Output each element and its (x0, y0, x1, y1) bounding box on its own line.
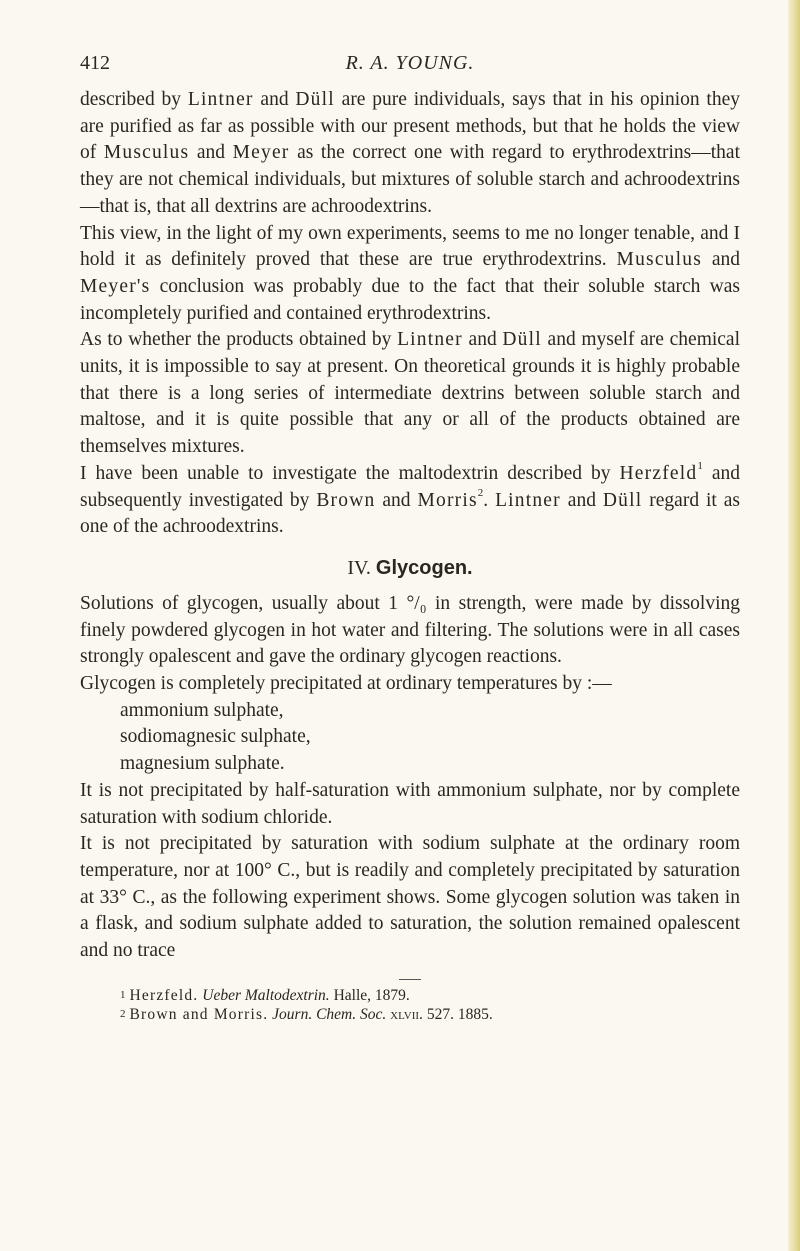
text-run: As to whether the products obtained by (80, 329, 398, 351)
author-name: Brown (316, 489, 376, 511)
text-run: and (462, 329, 503, 351)
author-name: Lintner (495, 489, 561, 511)
text-run: and (189, 142, 233, 164)
section-title: Glycogen. (375, 556, 473, 579)
text-run: are pure individuals, says that in his opinion they are purified as far as possible with our present methods, but that he holds the view of (80, 89, 740, 164)
running-head: R. A. YOUNG. (345, 52, 475, 74)
author-name: Lintner (187, 89, 254, 110)
author-name: Herzfeld (619, 462, 698, 484)
author-name: Meyer (232, 142, 290, 164)
text-run: and (375, 489, 418, 511)
text-run: and subsequently investigated by (80, 462, 740, 511)
author-name: Musculus (103, 142, 190, 164)
footnote-author: Herzfeld. (129, 986, 199, 1004)
paragraph-4 (80, 461, 740, 541)
list-item: ammonium sulphate, (120, 699, 284, 721)
text-run: and (253, 89, 296, 110)
author-name: Düll (602, 489, 643, 511)
text-run: This view, in the light of my own experiments, seems to me no longer tenable, and I hold it as definitely proved that these are true erythrodextrins. (80, 222, 740, 271)
section-paragraph-1: Solutions of glycogen, usually about 1 °/₀ in strength, were made by dissolving finely powdered glycogen in hot water and filtering. The solutions were in all cases strongly opalescent and gave the ordinary glycogen reactions. (80, 592, 740, 668)
text-run: and (702, 249, 741, 271)
footnote-rule (399, 979, 421, 980)
section-number: IV. (347, 556, 371, 579)
page-edge (788, 0, 800, 1251)
author-name: Meyer's (80, 275, 151, 297)
author-name: Morris (417, 489, 478, 511)
footnote-ref: 2 (477, 486, 484, 499)
text-run: and myself are chemical units, it is impossible to say at present. On theoretical grounds it is highly probable that there is a long series of intermediate dextrins between soluble starch and maltose, and it is quite possible that any or all of the products obtained are themselves mixtures. (80, 329, 741, 458)
text-run: as the correct one with regard to erythrodextrins—that they are not chemical individuals, but mixtures of soluble starch and achroodextrins—that is, that all dextrins are achroodextrins. (80, 142, 740, 217)
author-name: Lintner (397, 329, 463, 351)
footnote-marker: 1 (120, 988, 126, 1001)
list-item: sodiomagnesic sulphate, (120, 726, 311, 748)
footnote-volume: xlvii. (390, 1006, 423, 1024)
paragraph-2 (80, 221, 740, 328)
footnote-title: Ueber Maltodextrin. (202, 986, 330, 1004)
paragraph-3 (80, 327, 740, 461)
section-paragraph-2: Glycogen is completely precipitated at ordinary temperatures by :— (80, 673, 612, 695)
author-name: Düll (502, 329, 542, 351)
section-paragraph-3: It is not precipitated by half-saturation with ammonium sulphate, nor by complete saturation with sodium chloride. (80, 779, 740, 828)
footnote-ref: 1 (697, 459, 703, 472)
body-text (80, 87, 740, 1025)
footnote-rest: Halle, 1879. (329, 986, 410, 1004)
author-name: Musculus (616, 249, 702, 271)
list-item: magnesium sulphate. (120, 753, 285, 775)
text-run: described by (80, 89, 188, 110)
text-run: I have been unable to investigate the maltodextrin described by (80, 462, 620, 484)
footnote-author: Brown and Morris. (129, 1006, 269, 1024)
footnote (80, 986, 740, 1006)
text-run: . (483, 489, 496, 511)
page-number: 412 (80, 52, 110, 74)
footnote-title: Journ. Chem. Soc. (272, 1006, 387, 1024)
page-header (80, 52, 740, 82)
text-run: conclusion was probably due to the fact that their soluble starch was incompletely purified and contained erythrodextrins. (80, 275, 740, 324)
section-heading (80, 555, 740, 581)
text-run: and (560, 489, 603, 511)
section-paragraph-4: It is not precipitated by saturation with sodium sulphate at the ordinary room temperature, nor at 100° C., but is readily and completely precipitated by saturation at 33° C., as the following experiment shows. Some glycogen solution was taken in a flask, and sodium sulphate added to saturation, the solution remained opalescent and no trace (80, 833, 740, 962)
paragraph-1 (80, 87, 740, 221)
author-name: Düll (295, 89, 335, 110)
footnote-rest: 527. 1885. (422, 1006, 493, 1024)
text-run: regard it as one of the achroodextrins. (80, 489, 741, 538)
footnote-marker: 2 (120, 1008, 126, 1021)
footnote (80, 1005, 740, 1025)
